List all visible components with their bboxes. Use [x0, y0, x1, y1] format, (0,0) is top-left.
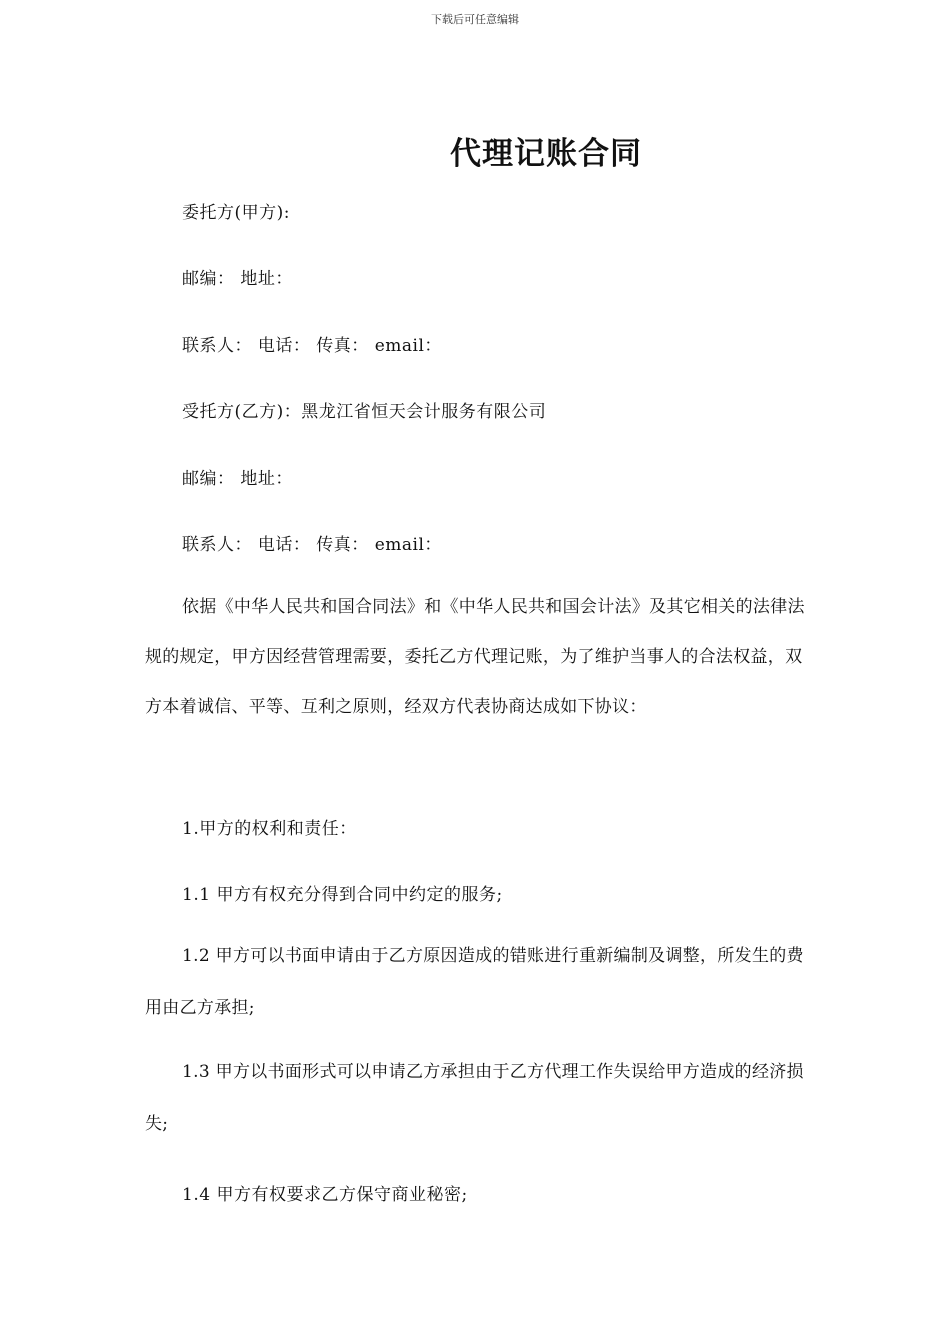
party-a-label: 委托方(甲方): [182, 203, 290, 223]
clause-1-2: 1.2 甲方可以书面申请由于乙方原因造成的错账进行重新编制及调整，所发生的费用由乙方承担; [145, 946, 804, 1018]
clause-1-4: 1.4 甲方有权要求乙方保守商业秘密; [182, 1185, 468, 1205]
party-a-contacts: 联系人： 电话： 传真： email： [182, 336, 442, 356]
party-a-postcode-address: 邮编： 地址： [182, 269, 293, 289]
section-1-heading: 1.甲方的权利和责任： [182, 819, 357, 839]
party-b-postcode-address: 邮编： 地址： [182, 469, 293, 489]
clause-1-3: 1.3 甲方以书面形式可以申请乙方承担由于乙方代理工作失误给甲方造成的经济损失; [145, 1062, 804, 1134]
document-title: 代理记账合同 [450, 136, 642, 172]
party-b-label: 受托方(乙方)：黑龙江省恒天会计服务有限公司 [182, 402, 547, 422]
preamble-paragraph: 依据《中华人民共和国合同法》和《中华人民共和国会计法》及其它相关的法律法规的规定，甲方因经营管理需要，委托乙方代理记账，为了维护当事人的合法权益，双方本着诚信、平等、互利之原则，经双方代表协商达成如下协议： [145, 597, 805, 717]
header-note: 下载后可任意编辑 [431, 13, 519, 26]
party-b-contacts: 联系人： 电话： 传真： email： [182, 535, 442, 555]
clause-1-1: 1.1 甲方有权充分得到合同中约定的服务; [182, 885, 503, 905]
